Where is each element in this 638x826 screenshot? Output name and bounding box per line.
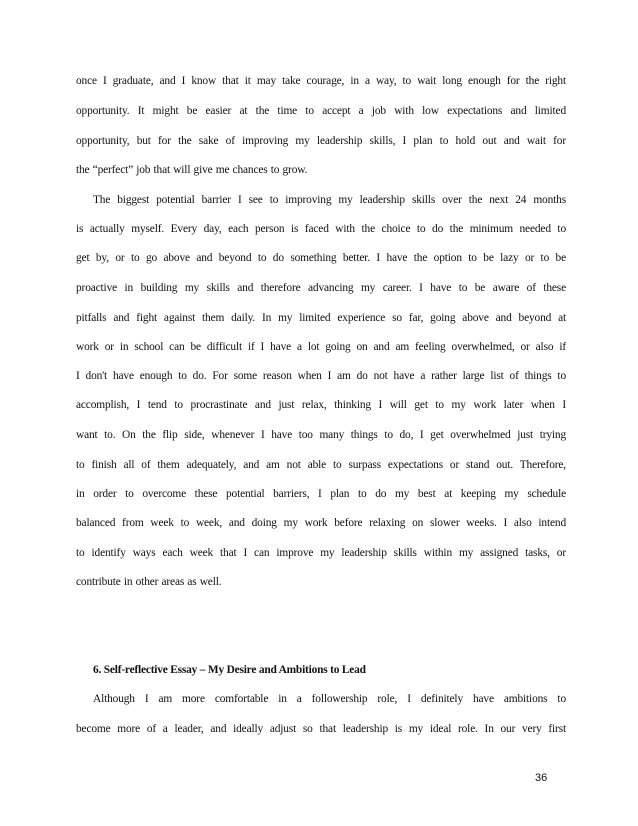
text-line: opportunity, but for the sake of improving my leadership skills, I plan to hold out and wait for bbox=[76, 135, 566, 147]
section-heading: 6. Self-reflective Essay – My Desire and Ambitions to Lead bbox=[93, 664, 366, 676]
paragraph-first-line: The biggest potential barrier I see to improving my leadership skills over the next 24 months bbox=[93, 194, 566, 206]
text-line: proactive in building my skills and therefore advancing my career. I have to be aware of these bbox=[76, 282, 566, 294]
text-line: the “perfect” job that will give me chances to grow. bbox=[76, 164, 308, 176]
text-line: want to. On the flip side, whenever I have too many things to do, I get overwhelmed just trying bbox=[76, 429, 566, 441]
text-line: to identify ways each week that I can improve my leadership skills within my assigned tasks, or bbox=[76, 547, 566, 559]
text-line: opportunity. It might be easier at the time to accept a job with low expectations and limited bbox=[76, 105, 566, 117]
paragraph-first-line: Although I am more comfortable in a followership role, I definitely have ambitions to bbox=[93, 693, 566, 705]
text-line: become more of a leader, and ideally adjust so that leadership is my ideal role. In our very first bbox=[76, 723, 566, 735]
text-line: I don't have enough to do. For some reason when I am do not have a rather large list of things to bbox=[76, 370, 566, 382]
text-line: in order to overcome these potential barriers, I plan to do my best at keeping my schedule bbox=[76, 488, 566, 500]
text-line: once I graduate, and I know that it may take courage, in a way, to wait long enough for the right bbox=[76, 75, 566, 87]
text-line: contribute in other areas as well. bbox=[76, 576, 222, 588]
text-line: is actually myself. Every day, each person is faced with the choice to do the minimum needed to bbox=[76, 223, 566, 235]
text-line: get by, or to go above and beyond to do something better. I have the option to be lazy or to be bbox=[76, 252, 566, 264]
text-line: balanced from week to week, and doing my work before relaxing on slower weeks. I also intend bbox=[76, 517, 566, 529]
text-line: pitfalls and fight against them daily. In my limited experience so far, going above and beyond at bbox=[76, 312, 566, 324]
text-line: to finish all of them adequately, and am not able to surpass expectations or stand out. Therefore, bbox=[76, 459, 566, 471]
text-line: accomplish, I tend to procrastinate and just relax, thinking I will get to my work later when I bbox=[76, 399, 566, 411]
page-number: 36 bbox=[535, 772, 548, 784]
text-line: work or in school can be difficult if I have a lot going on and am feeling overwhelmed, or also if bbox=[76, 341, 566, 353]
